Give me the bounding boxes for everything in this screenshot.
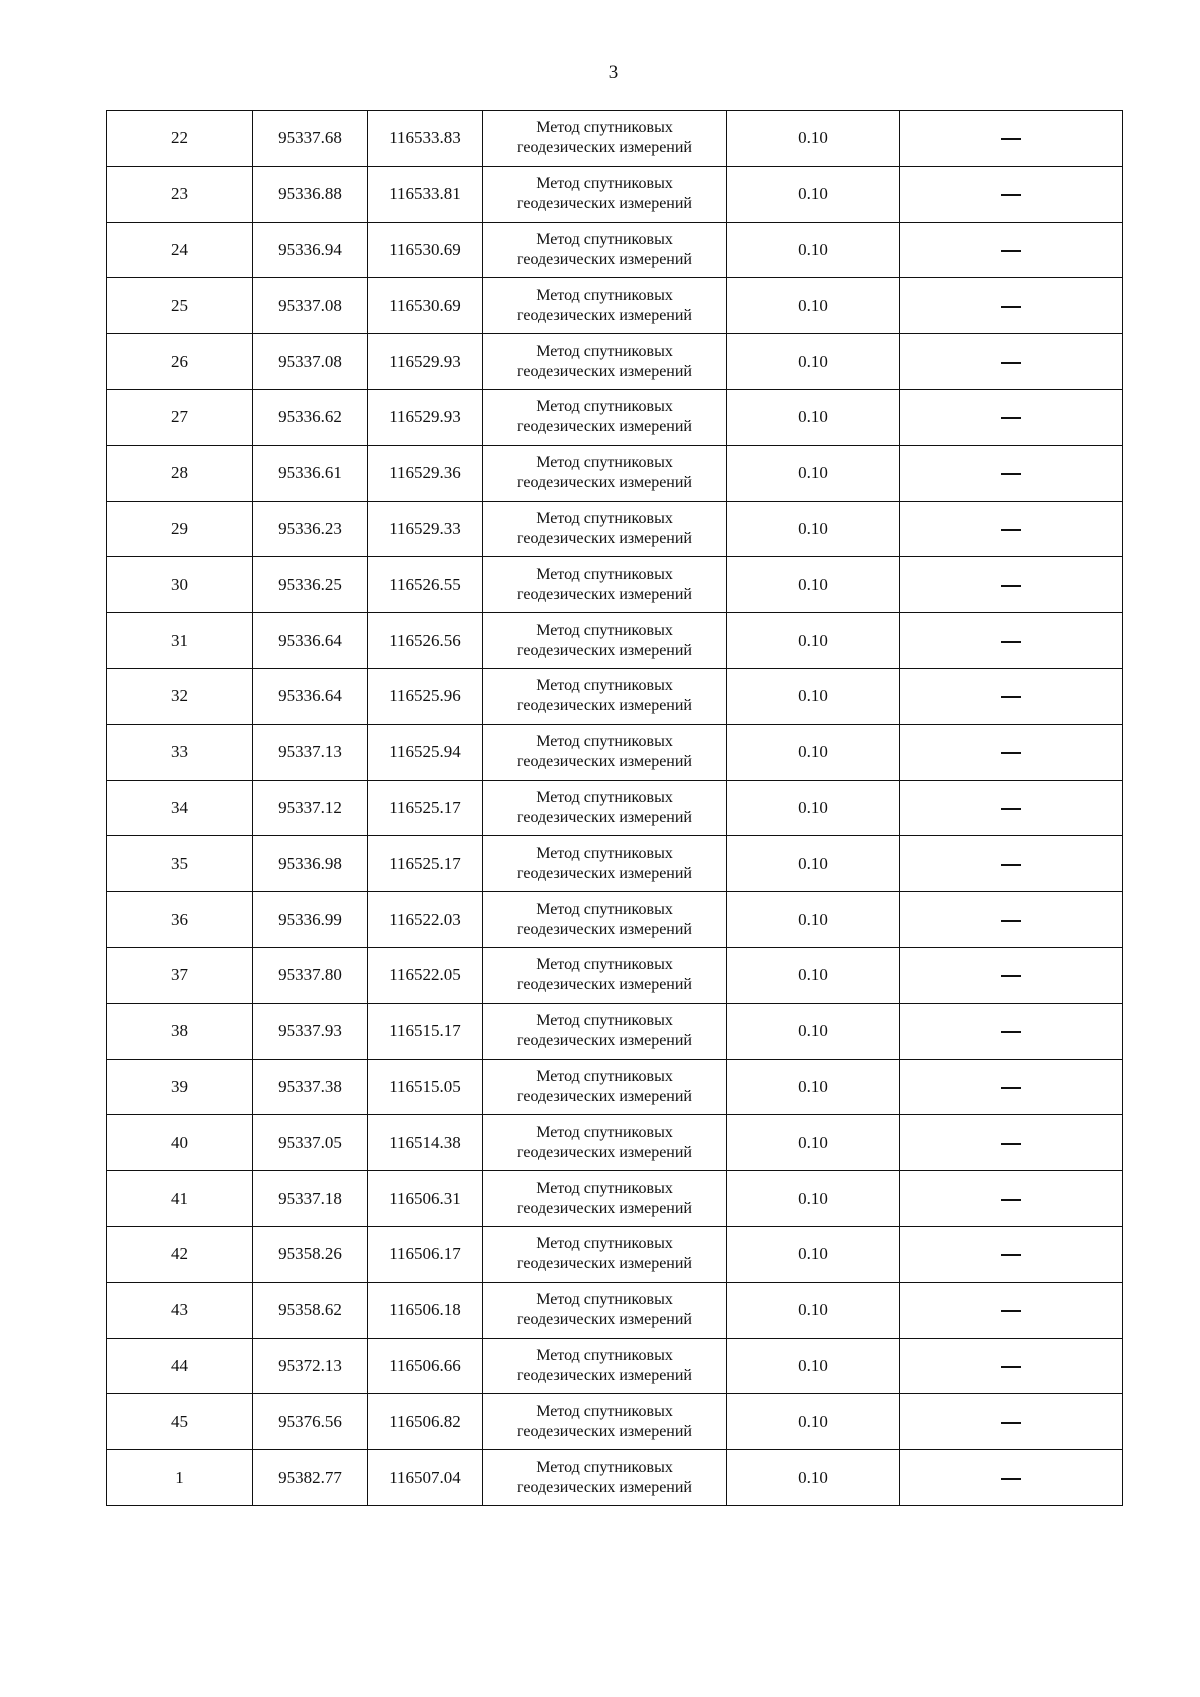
accuracy-cell: 0.10 [727, 668, 900, 724]
accuracy-cell: 0.10 [727, 892, 900, 948]
dash-mark [1001, 1087, 1021, 1089]
method-cell [483, 445, 727, 501]
method-cell [483, 892, 727, 948]
description-cell [900, 166, 1123, 222]
point-number-cell: 38 [107, 1003, 253, 1059]
x-coordinate-cell: 95337.05 [253, 1115, 368, 1171]
method-line-2: геодезических измерений [517, 1032, 692, 1050]
dash-mark [1001, 641, 1021, 643]
description-cell [900, 668, 1123, 724]
point-number-cell: 40 [107, 1115, 253, 1171]
accuracy-cell: 0.10 [727, 1338, 900, 1394]
y-coordinate-cell: 116506.17 [368, 1226, 483, 1282]
method-cell [483, 557, 727, 613]
accuracy-cell: 0.10 [727, 1394, 900, 1450]
method-line-2: геодезических измерений [517, 139, 692, 157]
method-cell [483, 1226, 727, 1282]
method-line-1: Метод спутниковых [536, 677, 673, 695]
point-number-cell: 43 [107, 1282, 253, 1338]
method-line-1: Метод спутниковых [536, 342, 673, 360]
x-coordinate-cell: 95337.08 [253, 278, 368, 334]
dash-mark [1001, 250, 1021, 252]
accuracy-cell: 0.10 [727, 724, 900, 780]
method-cell [483, 668, 727, 724]
method-line-2: геодезических измерений [517, 641, 692, 659]
dash-mark [1001, 1199, 1021, 1201]
method-cell [483, 724, 727, 780]
point-number-cell: 31 [107, 613, 253, 669]
point-number-cell: 25 [107, 278, 253, 334]
method-cell [483, 1171, 727, 1227]
method-line-2: геодезических измерений [517, 585, 692, 603]
y-coordinate-cell: 116533.81 [368, 166, 483, 222]
dash-mark [1001, 920, 1021, 922]
table-row [107, 1226, 1123, 1282]
y-coordinate-cell: 116529.93 [368, 389, 483, 445]
method-line-2: геодезических измерений [517, 808, 692, 826]
table-row [107, 1171, 1123, 1227]
dash-mark [1001, 864, 1021, 866]
x-coordinate-cell: 95336.64 [253, 668, 368, 724]
description-cell [900, 389, 1123, 445]
accuracy-cell: 0.10 [727, 445, 900, 501]
point-number-cell: 29 [107, 501, 253, 557]
method-cell [483, 613, 727, 669]
accuracy-cell: 0.10 [727, 1450, 900, 1506]
x-coordinate-cell: 95358.26 [253, 1226, 368, 1282]
y-coordinate-cell: 116515.05 [368, 1059, 483, 1115]
table-row [107, 892, 1123, 948]
table-row [107, 1394, 1123, 1450]
method-line-2: геодезических измерений [517, 697, 692, 715]
point-number-cell: 1 [107, 1450, 253, 1506]
point-number-cell: 24 [107, 222, 253, 278]
accuracy-cell: 0.10 [727, 501, 900, 557]
method-line-1: Метод спутниковых [536, 1012, 673, 1030]
dash-mark [1001, 194, 1021, 196]
dash-mark [1001, 417, 1021, 419]
method-cell [483, 389, 727, 445]
dash-mark [1001, 1031, 1021, 1033]
y-coordinate-cell: 116530.69 [368, 222, 483, 278]
method-cell [483, 947, 727, 1003]
table-row [107, 557, 1123, 613]
page-number: 3 [608, 62, 619, 83]
x-coordinate-cell: 95336.64 [253, 613, 368, 669]
dash-mark [1001, 1478, 1021, 1480]
x-coordinate-cell: 95337.12 [253, 780, 368, 836]
description-cell [900, 501, 1123, 557]
method-line-2: геодезических измерений [517, 753, 692, 771]
table-row [107, 1115, 1123, 1171]
method-cell [483, 501, 727, 557]
description-cell [900, 278, 1123, 334]
description-cell [900, 1059, 1123, 1115]
y-coordinate-cell: 116506.66 [368, 1338, 483, 1394]
description-cell [900, 1450, 1123, 1506]
method-cell [483, 222, 727, 278]
table-row [107, 1282, 1123, 1338]
table-row [107, 389, 1123, 445]
accuracy-cell: 0.10 [727, 166, 900, 222]
method-cell [483, 1115, 727, 1171]
y-coordinate-cell: 116507.04 [368, 1450, 483, 1506]
method-line-2: геодезических измерений [517, 474, 692, 492]
description-cell [900, 1338, 1123, 1394]
point-number-cell: 27 [107, 389, 253, 445]
method-line-1: Метод спутниковых [536, 844, 673, 862]
method-line-2: геодезических измерений [517, 1199, 692, 1217]
method-cell [483, 1003, 727, 1059]
description-cell [900, 1115, 1123, 1171]
method-line-1: Метод спутниковых [536, 119, 673, 137]
x-coordinate-cell: 95337.08 [253, 334, 368, 390]
dash-mark [1001, 585, 1021, 587]
dash-mark [1001, 1366, 1021, 1368]
table-row [107, 1338, 1123, 1394]
point-number-cell: 26 [107, 334, 253, 390]
dash-mark [1001, 752, 1021, 754]
dash-mark [1001, 1310, 1021, 1312]
x-coordinate-cell: 95337.93 [253, 1003, 368, 1059]
table-row [107, 501, 1123, 557]
y-coordinate-cell: 116522.05 [368, 947, 483, 1003]
point-number-cell: 44 [107, 1338, 253, 1394]
y-coordinate-cell: 116525.17 [368, 780, 483, 836]
description-cell [900, 1171, 1123, 1227]
method-line-1: Метод спутниковых [536, 1458, 673, 1476]
method-line-1: Метод спутниковых [536, 1123, 673, 1141]
method-line-2: геодезических измерений [517, 1422, 692, 1440]
method-cell [483, 1059, 727, 1115]
description-cell [900, 892, 1123, 948]
y-coordinate-cell: 116525.17 [368, 836, 483, 892]
y-coordinate-cell: 116506.31 [368, 1171, 483, 1227]
method-line-2: геодезических измерений [517, 250, 692, 268]
accuracy-cell: 0.10 [727, 780, 900, 836]
method-line-1: Метод спутниковых [536, 1235, 673, 1253]
x-coordinate-cell: 95337.68 [253, 111, 368, 167]
accuracy-cell: 0.10 [727, 613, 900, 669]
method-line-2: геодезических измерений [517, 1366, 692, 1384]
dash-mark [1001, 138, 1021, 140]
dash-mark [1001, 1143, 1021, 1145]
x-coordinate-cell: 95372.13 [253, 1338, 368, 1394]
dash-mark [1001, 1422, 1021, 1424]
y-coordinate-cell: 116529.93 [368, 334, 483, 390]
table-row [107, 166, 1123, 222]
accuracy-cell: 0.10 [727, 278, 900, 334]
y-coordinate-cell: 116533.83 [368, 111, 483, 167]
x-coordinate-cell: 95336.98 [253, 836, 368, 892]
description-cell [900, 613, 1123, 669]
point-number-cell: 37 [107, 947, 253, 1003]
method-line-1: Метод спутниковых [536, 621, 673, 639]
method-line-2: геодезических измерений [517, 195, 692, 213]
x-coordinate-cell: 95376.56 [253, 1394, 368, 1450]
method-cell [483, 278, 727, 334]
method-line-1: Метод спутниковых [536, 733, 673, 751]
y-coordinate-cell: 116506.82 [368, 1394, 483, 1450]
accuracy-cell: 0.10 [727, 557, 900, 613]
method-cell [483, 166, 727, 222]
y-coordinate-cell: 116522.03 [368, 892, 483, 948]
method-line-1: Метод спутниковых [536, 454, 673, 472]
accuracy-cell: 0.10 [727, 836, 900, 892]
y-coordinate-cell: 116515.17 [368, 1003, 483, 1059]
dash-mark [1001, 529, 1021, 531]
method-line-1: Метод спутниковых [536, 1402, 673, 1420]
x-coordinate-cell: 95336.99 [253, 892, 368, 948]
dash-mark [1001, 696, 1021, 698]
y-coordinate-cell: 116530.69 [368, 278, 483, 334]
method-line-1: Метод спутниковых [536, 286, 673, 304]
x-coordinate-cell: 95336.94 [253, 222, 368, 278]
method-line-1: Метод спутниковых [536, 398, 673, 416]
description-cell [900, 222, 1123, 278]
table-row [107, 334, 1123, 390]
method-cell [483, 836, 727, 892]
y-coordinate-cell: 116525.96 [368, 668, 483, 724]
x-coordinate-cell: 95336.88 [253, 166, 368, 222]
description-cell [900, 334, 1123, 390]
point-number-cell: 39 [107, 1059, 253, 1115]
table-row [107, 222, 1123, 278]
description-cell [900, 111, 1123, 167]
description-cell [900, 780, 1123, 836]
table-row [107, 836, 1123, 892]
method-line-2: геодезических измерений [517, 1311, 692, 1329]
method-cell [483, 1450, 727, 1506]
method-line-2: геодезических измерений [517, 920, 692, 938]
description-cell [900, 1226, 1123, 1282]
method-line-1: Метод спутниковых [536, 175, 673, 193]
x-coordinate-cell: 95382.77 [253, 1450, 368, 1506]
point-number-cell: 33 [107, 724, 253, 780]
point-number-cell: 22 [107, 111, 253, 167]
method-line-2: геодезических измерений [517, 1087, 692, 1105]
table-row [107, 1450, 1123, 1506]
y-coordinate-cell: 116526.56 [368, 613, 483, 669]
method-line-1: Метод спутниковых [536, 1346, 673, 1364]
table-row [107, 1003, 1123, 1059]
table-body [107, 111, 1123, 1506]
method-line-2: геодезических измерений [517, 976, 692, 994]
x-coordinate-cell: 95337.18 [253, 1171, 368, 1227]
description-cell [900, 724, 1123, 780]
method-line-2: геодезических измерений [517, 418, 692, 436]
method-cell [483, 334, 727, 390]
accuracy-cell: 0.10 [727, 222, 900, 278]
description-cell [900, 1394, 1123, 1450]
method-line-1: Метод спутниковых [536, 900, 673, 918]
description-cell [900, 836, 1123, 892]
point-number-cell: 30 [107, 557, 253, 613]
accuracy-cell: 0.10 [727, 389, 900, 445]
accuracy-cell: 0.10 [727, 1226, 900, 1282]
point-number-cell: 34 [107, 780, 253, 836]
method-line-1: Метод спутниковых [536, 1179, 673, 1197]
x-coordinate-cell: 95336.62 [253, 389, 368, 445]
accuracy-cell: 0.10 [727, 1003, 900, 1059]
y-coordinate-cell: 116506.18 [368, 1282, 483, 1338]
table-row [107, 278, 1123, 334]
description-cell [900, 947, 1123, 1003]
method-line-2: геодезических измерений [517, 1143, 692, 1161]
table-row [107, 1059, 1123, 1115]
dash-mark [1001, 473, 1021, 475]
description-cell [900, 1003, 1123, 1059]
y-coordinate-cell: 116529.33 [368, 501, 483, 557]
point-number-cell: 28 [107, 445, 253, 501]
accuracy-cell: 0.10 [727, 1282, 900, 1338]
description-cell [900, 445, 1123, 501]
point-number-cell: 35 [107, 836, 253, 892]
accuracy-cell: 0.10 [727, 1171, 900, 1227]
table-row [107, 780, 1123, 836]
table-row [107, 668, 1123, 724]
table-row [107, 111, 1123, 167]
dash-mark [1001, 808, 1021, 810]
coordinates-table [106, 110, 1123, 1506]
point-number-cell: 42 [107, 1226, 253, 1282]
x-coordinate-cell: 95337.13 [253, 724, 368, 780]
method-line-2: геодезических измерений [517, 529, 692, 547]
dash-mark [1001, 975, 1021, 977]
method-cell [483, 780, 727, 836]
method-line-1: Метод спутниковых [536, 788, 673, 806]
y-coordinate-cell: 116526.55 [368, 557, 483, 613]
method-cell [483, 1394, 727, 1450]
dash-mark [1001, 362, 1021, 364]
method-line-2: геодезических измерений [517, 362, 692, 380]
method-line-1: Метод спутниковых [536, 565, 673, 583]
y-coordinate-cell: 116525.94 [368, 724, 483, 780]
table-row [107, 613, 1123, 669]
accuracy-cell: 0.10 [727, 947, 900, 1003]
method-line-2: геодезических измерений [517, 306, 692, 324]
method-line-1: Метод спутниковых [536, 509, 673, 527]
x-coordinate-cell: 95336.23 [253, 501, 368, 557]
point-number-cell: 41 [107, 1171, 253, 1227]
point-number-cell: 36 [107, 892, 253, 948]
accuracy-cell: 0.10 [727, 111, 900, 167]
method-line-2: геодезических измерений [517, 864, 692, 882]
table-row [107, 947, 1123, 1003]
method-line-1: Метод спутниковых [536, 1067, 673, 1085]
description-cell [900, 1282, 1123, 1338]
method-line-1: Метод спутниковых [536, 956, 673, 974]
x-coordinate-cell: 95336.61 [253, 445, 368, 501]
point-number-cell: 32 [107, 668, 253, 724]
table-row [107, 724, 1123, 780]
accuracy-cell: 0.10 [727, 1059, 900, 1115]
dash-mark [1001, 306, 1021, 308]
x-coordinate-cell: 95336.25 [253, 557, 368, 613]
dash-mark [1001, 1254, 1021, 1256]
x-coordinate-cell: 95358.62 [253, 1282, 368, 1338]
x-coordinate-cell: 95337.38 [253, 1059, 368, 1115]
method-cell [483, 111, 727, 167]
table-row [107, 445, 1123, 501]
x-coordinate-cell: 95337.80 [253, 947, 368, 1003]
description-cell [900, 557, 1123, 613]
accuracy-cell: 0.10 [727, 1115, 900, 1171]
method-cell [483, 1282, 727, 1338]
point-number-cell: 23 [107, 166, 253, 222]
method-line-1: Метод спутниковых [536, 230, 673, 248]
accuracy-cell: 0.10 [727, 334, 900, 390]
y-coordinate-cell: 116529.36 [368, 445, 483, 501]
method-line-1: Метод спутниковых [536, 1291, 673, 1309]
method-line-2: геодезических измерений [517, 1255, 692, 1273]
method-cell [483, 1338, 727, 1394]
y-coordinate-cell: 116514.38 [368, 1115, 483, 1171]
method-line-2: геодезических измерений [517, 1478, 692, 1496]
point-number-cell: 45 [107, 1394, 253, 1450]
